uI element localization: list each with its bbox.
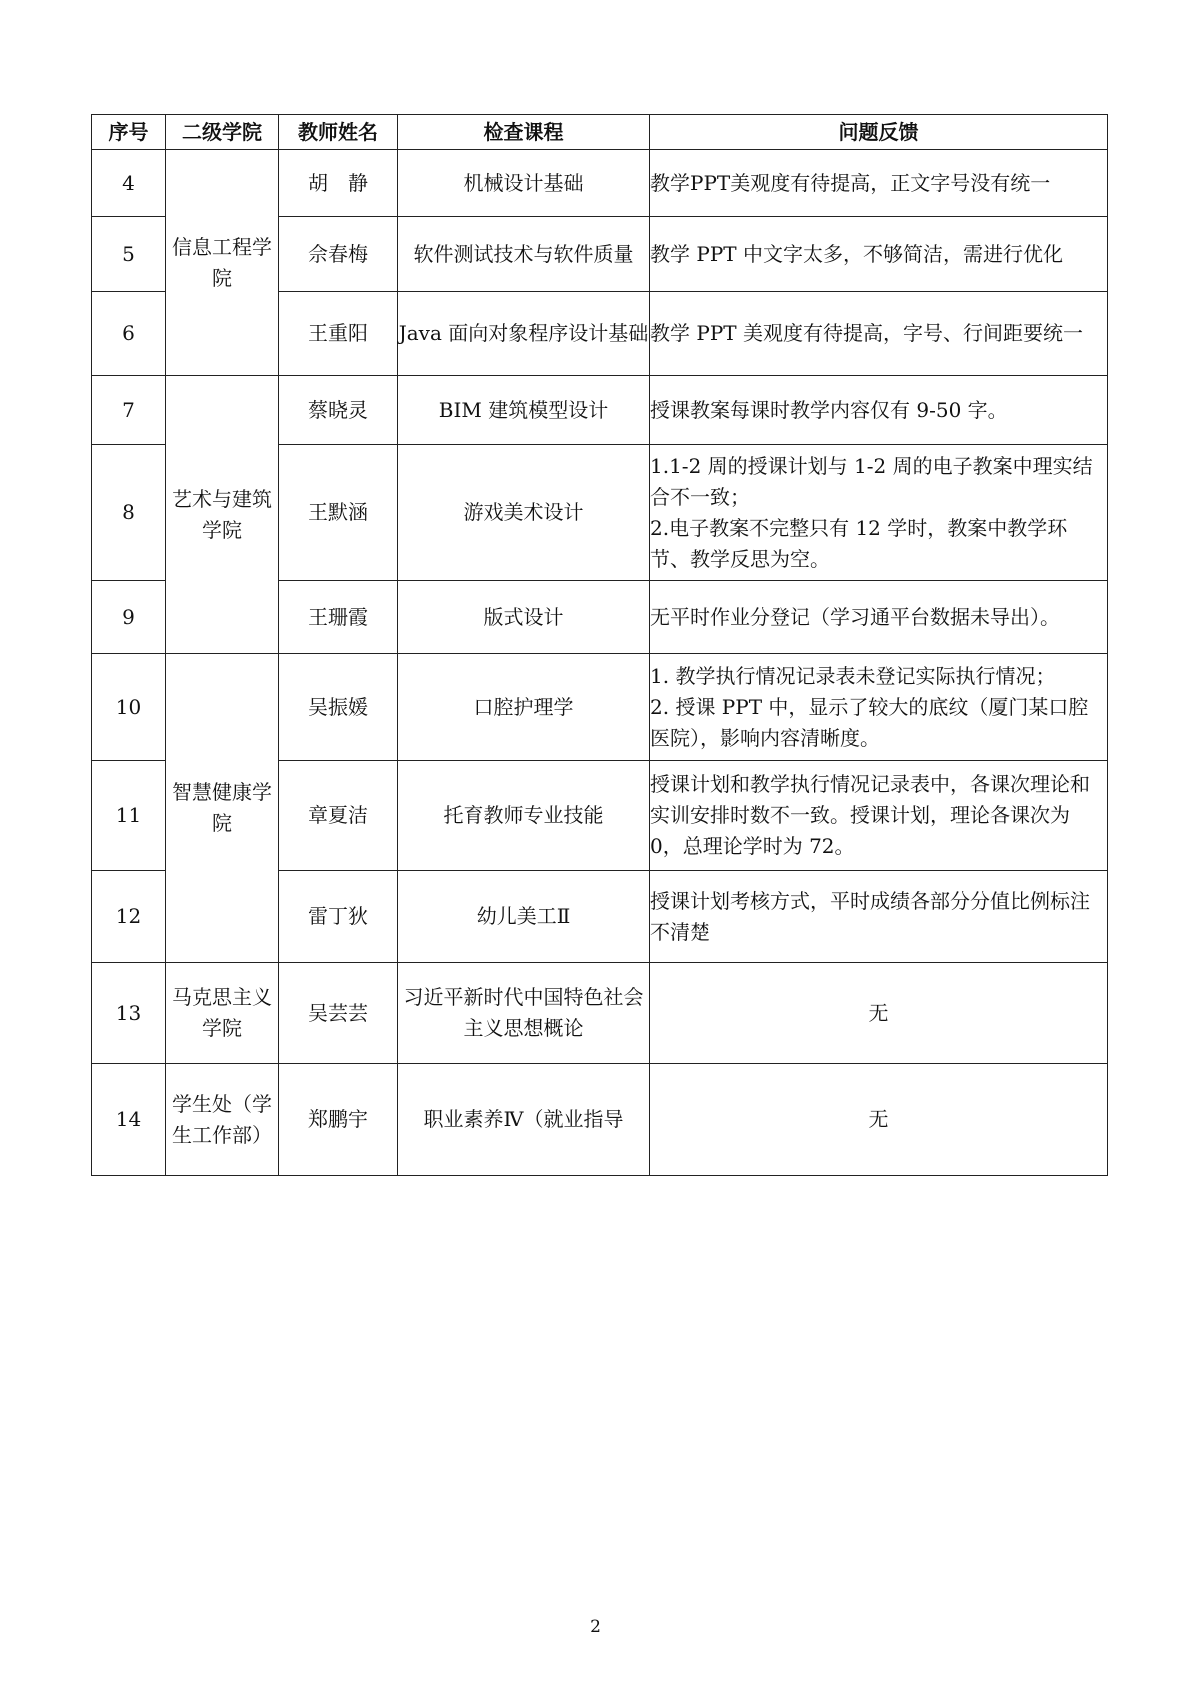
feedback-text — [650, 761, 1108, 871]
row-index: 5 — [92, 217, 166, 292]
course-name: 软件测试技术与软件质量 — [398, 217, 650, 292]
college-cell: 学生处（学生工作部） — [166, 1064, 279, 1176]
teacher-name: 王珊霞 — [279, 581, 398, 654]
course-name: Java 面向对象程序设计基础 — [398, 292, 650, 376]
teacher-name: 章夏洁 — [279, 761, 398, 871]
table-row — [92, 654, 1108, 761]
table-row — [92, 963, 1108, 1064]
feedback-line: 无 — [868, 1107, 889, 1131]
feedback-text — [650, 292, 1108, 376]
course-name: 职业素养Ⅳ（就业指导 — [398, 1064, 650, 1176]
feedback-line: 1.1-2 周的授课计划与 1-2 周的电子教案中理实结合不一致； — [650, 453, 1093, 509]
table-row — [92, 150, 1108, 217]
feedback-text — [650, 963, 1108, 1064]
feedback-text — [650, 217, 1108, 292]
table-row — [92, 1064, 1108, 1176]
course-name: BIM 建筑模型设计 — [398, 376, 650, 445]
course-name: 机械设计基础 — [398, 150, 650, 217]
teacher-name: 雷丁狄 — [279, 871, 398, 963]
row-index: 7 — [92, 376, 166, 445]
row-index: 13 — [92, 963, 166, 1064]
feedback-text — [650, 654, 1108, 761]
teacher-name: 吴振媛 — [279, 654, 398, 761]
college-cell: 智慧健康学院 — [166, 654, 279, 963]
row-index: 14 — [92, 1064, 166, 1176]
feedback-line: 2.电子教案不完整只有 12 学时，教案中教学环节、教学反思为空。 — [650, 515, 1068, 571]
feedback-line: 无 — [868, 1000, 889, 1025]
feedback-text — [650, 376, 1108, 445]
row-index: 4 — [92, 150, 166, 217]
table-header-row — [92, 115, 1108, 150]
course-name: 版式设计 — [398, 581, 650, 654]
feedback-line: 教学PPT美观度有待提高，正文字号没有统一 — [650, 170, 1051, 195]
college-cell: 艺术与建筑学院 — [166, 376, 279, 654]
feedback-text — [650, 445, 1108, 581]
feedback-line: 1. 教学执行情况记录表未登记实际执行情况； — [650, 663, 1056, 688]
course-name: 幼儿美工Ⅱ — [398, 871, 650, 963]
header-course: 检查课程 — [398, 115, 650, 150]
row-index: 9 — [92, 581, 166, 654]
feedback-text — [650, 150, 1108, 217]
feedback-line: 无平时作业分登记（学习通平台数据未导出）。 — [650, 604, 1060, 629]
feedback-line: 授课教案每课时教学内容仅有 9-50 字。 — [650, 397, 1008, 422]
table-row — [92, 376, 1108, 445]
feedback-line: 授课计划和教学执行情况记录表中，各课次理论和实训安排时数不一致。授课计划，理论各课次为 0，总理论学时为 72。 — [650, 772, 1090, 858]
row-index: 6 — [92, 292, 166, 376]
header-index: 序号 — [92, 115, 166, 150]
header-feedback: 问题反馈 — [650, 115, 1108, 150]
feedback-line: 教学 PPT 中文字太多，不够简洁，需进行优化 — [650, 241, 1063, 266]
header-college: 二级学院 — [166, 115, 279, 150]
teacher-name: 王默涵 — [279, 445, 398, 581]
teacher-name: 郑鹏宇 — [279, 1064, 398, 1176]
teacher-name: 吴芸芸 — [279, 963, 398, 1064]
feedback-text — [650, 1064, 1108, 1176]
row-index: 8 — [92, 445, 166, 581]
header-teacher: 教师姓名 — [279, 115, 398, 150]
feedback-text — [650, 581, 1108, 654]
teacher-name: 蔡晓灵 — [279, 376, 398, 445]
course-name: 习近平新时代中国特色社会主义思想概论 — [398, 963, 650, 1064]
inspection-feedback-table — [91, 114, 1108, 1176]
row-index: 12 — [92, 871, 166, 963]
feedback-text — [650, 871, 1108, 963]
course-name: 口腔护理学 — [398, 654, 650, 761]
teacher-name: 王重阳 — [279, 292, 398, 376]
college-cell: 马克思主义学院 — [166, 963, 279, 1064]
row-index: 10 — [92, 654, 166, 761]
college-cell: 信息工程学院 — [166, 150, 279, 376]
page-number: 2 — [590, 1617, 601, 1637]
teacher-name: 胡 静 — [279, 150, 398, 217]
feedback-line: 2. 授课 PPT 中，显示了较大的底纹（厦门某口腔医院），影响内容清晰度。 — [650, 694, 1089, 750]
row-index: 11 — [92, 761, 166, 871]
teacher-name: 佘春梅 — [279, 217, 398, 292]
course-name: 托育教师专业技能 — [398, 761, 650, 871]
course-name: 游戏美术设计 — [398, 445, 650, 581]
feedback-line: 授课计划考核方式，平时成绩各部分分值比例标注不清楚 — [650, 888, 1090, 944]
feedback-line: 教学 PPT 美观度有待提高，字号、行间距要统一 — [650, 321, 1083, 345]
